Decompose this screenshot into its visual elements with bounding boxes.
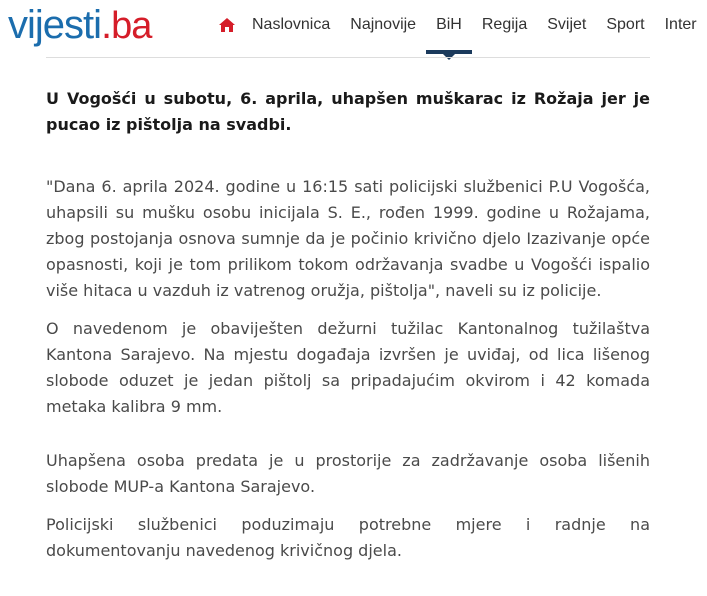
header-divider [46, 57, 650, 58]
nav-item-naslovnica[interactable]: Naslovnica [252, 16, 331, 33]
logo-tld: ba [111, 5, 152, 47]
nav-item-najnovije[interactable]: Najnovije [350, 16, 417, 33]
article-paragraph: O navedenom je obaviješten dežurni tužilac Kantonalnog tužilaštva Kantona Sarajevo. Na mjestu događaja izvršen je uviđaj, od lica lišenog slobode oduzet je jedan pištolj sa pripadajućim okvirom i 42 komada metaka kalibra 9 mm. [46, 319, 650, 416]
article-paragraph: Policijski službenici poduzimaju potrebne mjere i radnje na dokumentovanju navedenog krivičnog djela. [46, 515, 650, 560]
nav-item-bih-label: BiH [436, 16, 462, 33]
nav-item-inter[interactable]: Inter [664, 16, 697, 33]
article-paragraph: Uhapšena osoba predata je u prostorije za zadržavanje osoba lišenih slobode MUP-a Kantona Sarajevo. [46, 451, 650, 496]
logo-main-text: vijesti [8, 3, 102, 47]
logo-dot: . [101, 3, 112, 47]
nav-item-regija[interactable]: Regija [481, 16, 528, 33]
article-lead: U Vogošći u subotu, 6. aprila, uhapšen muškarac iz Rožaja jer je pucao iz pištolja na svadbi. [46, 89, 650, 134]
main-nav [214, 0, 707, 56]
article-paragraph: "Dana 6. aprila 2024. godine u 16:15 sati policijski službenici P.U Vogošća, uhapsili su mušku osobu inicijala S. E., rođen 1999. godine u Rožajama, zbog postojanja osnova sumnje da je počinio krivično djelo Izazivanje opće opasnosti, koji je tom prilikom tokom održavanja svadbe u Vogošći ispalio više hitaca u vazduh iz vatrenog oružja, pištolja", naveli su iz policije. [46, 177, 650, 300]
home-icon[interactable] [214, 0, 240, 50]
site-header [0, 0, 697, 56]
nav-item-bih[interactable] [426, 0, 472, 50]
article-body [46, 86, 650, 576]
nav-item-sport[interactable]: Sport [606, 16, 645, 33]
site-logo[interactable] [8, 0, 151, 51]
nav-item-svijet[interactable]: Svijet [547, 16, 587, 33]
